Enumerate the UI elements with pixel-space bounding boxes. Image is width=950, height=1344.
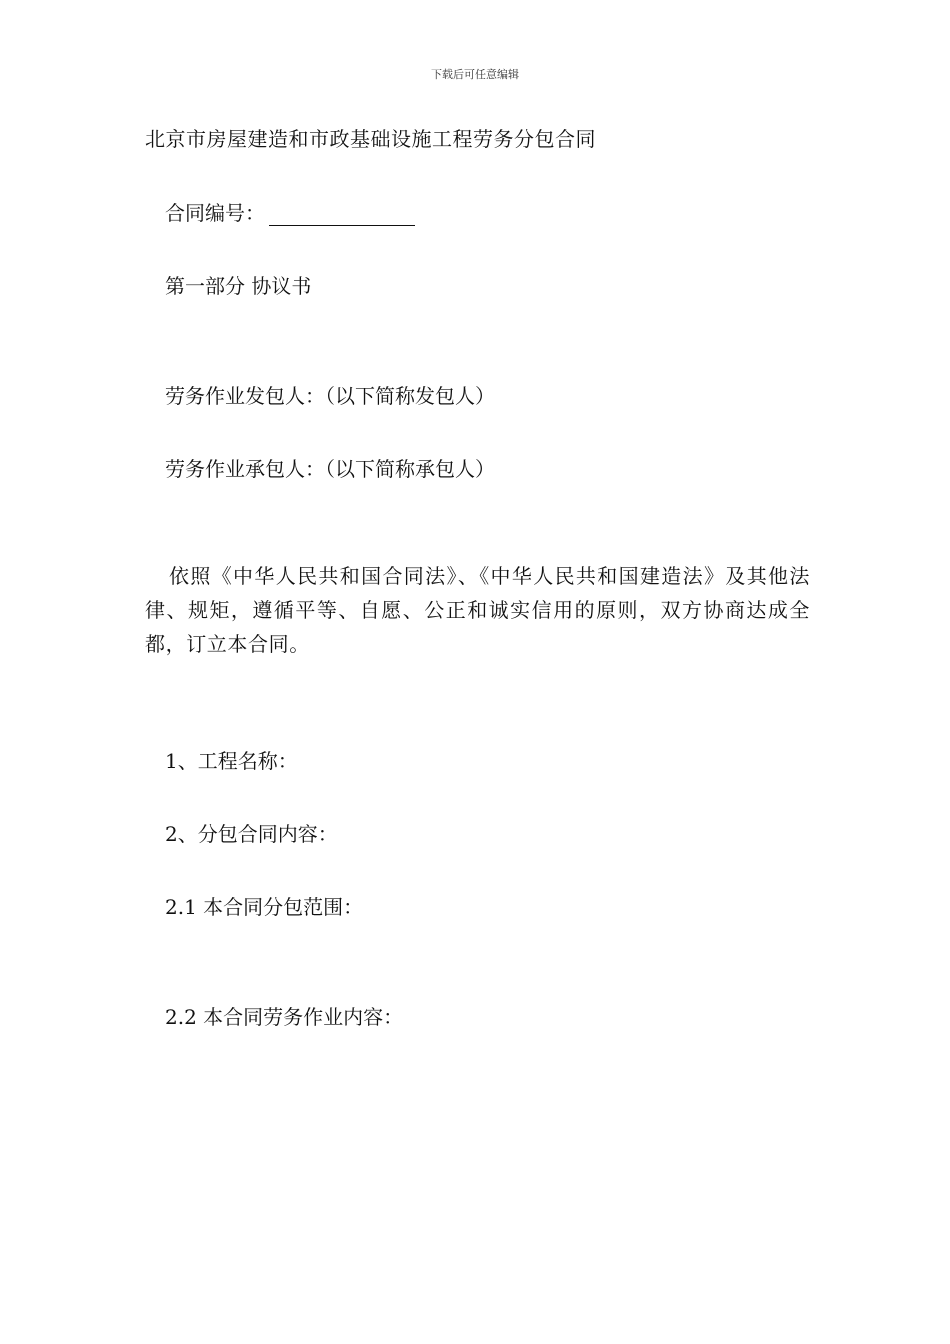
document-title: 北京市房屋建造和市政基础设施工程劳务分包合同 [145,127,596,151]
contract-number-label: 合同编号： [165,201,265,225]
part-one-heading: 第一部分 协议书 [165,274,312,298]
item-labor-work-content: 2.2 本合同劳务作业内容： [165,1005,404,1029]
page-header-note: 下载后可任意编辑 [431,68,519,81]
item-subcontract-content: 2、分包合同内容： [165,822,338,846]
contractor-line: 劳务作业承包人：（以下简称承包人） [165,457,495,481]
contract-number-blank [269,203,415,226]
item-project-name: 1、工程名称： [165,749,298,773]
intro-paragraph: 依照《中华人民共和国合同法》、《中华人民共和国建造法》及其他法律、规矩，遵循平等、自愿、公正和诚实信用的原则，双方协商达成全都，订立本合同。 [145,564,810,656]
item-subcontract-scope: 2.1 本合同分包范围： [165,895,364,919]
contract-number-line [165,197,415,226]
employer-line: 劳务作业发包人：（以下简称发包人） [165,384,495,408]
